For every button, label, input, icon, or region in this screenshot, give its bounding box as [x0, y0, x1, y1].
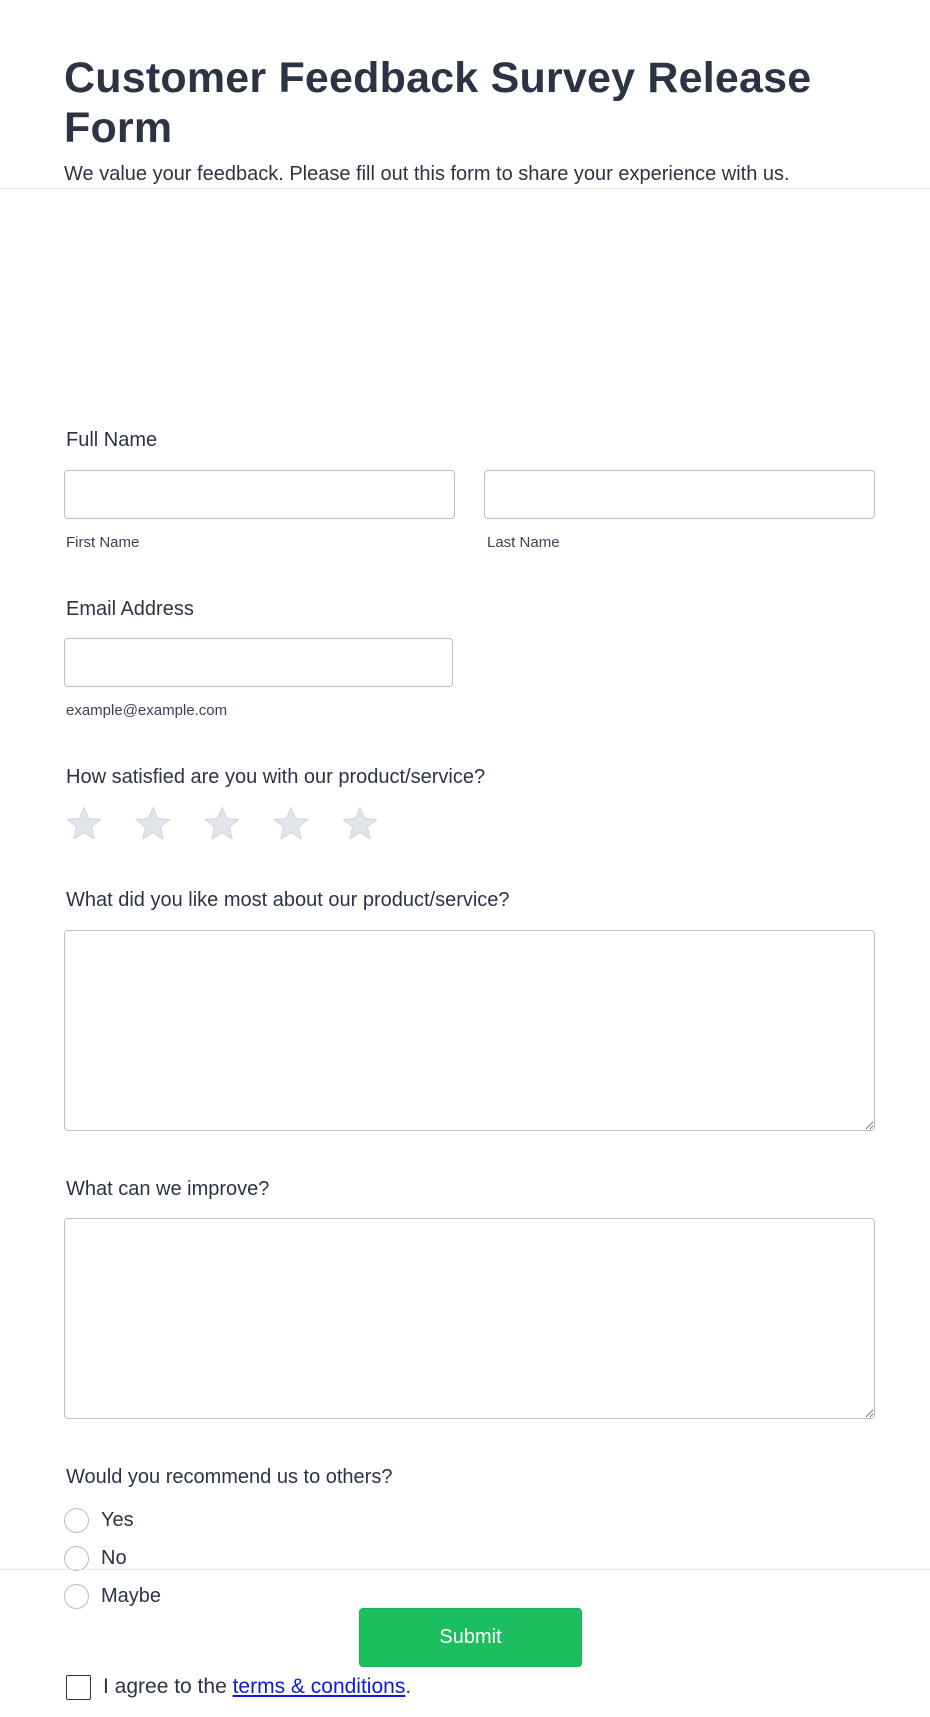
star-2-icon[interactable]: [133, 804, 173, 844]
recommend-label: Would you recommend us to others?: [66, 1466, 393, 1488]
improve-label: What can we improve?: [66, 1178, 270, 1200]
star-4-icon[interactable]: [271, 804, 311, 844]
star-1-icon[interactable]: [64, 804, 104, 844]
terms-checkbox[interactable]: [66, 1675, 91, 1700]
liked-most-label: What did you like most about our product/service?: [66, 889, 510, 911]
terms-prefix: I agree to the: [103, 1675, 233, 1698]
satisfaction-label: How satisfied are you with our product/service?: [66, 766, 486, 788]
footer-divider: [0, 1569, 930, 1570]
star-3-icon[interactable]: [202, 804, 242, 844]
improve-textarea[interactable]: [64, 1218, 875, 1419]
star-5-icon[interactable]: [340, 804, 380, 844]
submit-button[interactable]: Submit: [359, 1608, 582, 1667]
last-name-input[interactable]: [484, 470, 875, 519]
radio-button[interactable]: [64, 1584, 89, 1609]
radio-label: Yes: [101, 1509, 134, 1531]
first-name-sublabel: First Name: [66, 534, 140, 551]
terms-link[interactable]: terms & conditions: [232, 1675, 406, 1698]
radio-label: Maybe: [101, 1585, 162, 1607]
email-input[interactable]: [64, 638, 453, 687]
last-name-sublabel: Last Name: [487, 534, 560, 551]
email-label: Email Address: [66, 598, 194, 620]
liked-most-textarea[interactable]: [64, 930, 875, 1131]
terms-suffix: .: [405, 1675, 412, 1698]
radio-label: No: [101, 1547, 127, 1569]
page-title: Customer Feedback Survey Release Form: [64, 54, 812, 152]
radio-button[interactable]: [64, 1546, 89, 1571]
star-rating: [64, 804, 409, 844]
form-header: [0, 0, 930, 189]
radio-option-maybe[interactable]: [64, 1583, 161, 1609]
first-name-input[interactable]: [64, 470, 455, 519]
radio-option-no[interactable]: [64, 1545, 127, 1571]
terms-text: [103, 1674, 411, 1700]
terms-agreement: [66, 1674, 411, 1700]
radio-option-yes[interactable]: [64, 1507, 134, 1533]
page-subtitle: We value your feedback. Please fill out this form to share your experience with us.: [64, 163, 790, 185]
radio-button[interactable]: [64, 1508, 89, 1533]
full-name-label: Full Name: [66, 429, 158, 451]
email-sublabel: example@example.com: [66, 702, 228, 719]
